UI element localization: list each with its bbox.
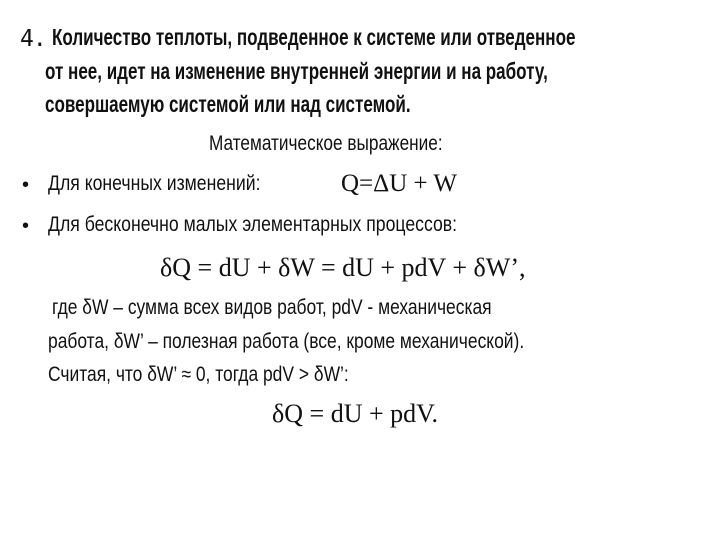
paragraph-4-line-3: совершаемую системой или над системой. <box>45 91 411 117</box>
paragraph-4-line-1: Количество теплоты, подведенное к системе или отведенное <box>52 24 576 50</box>
paragraph-number: 4. <box>20 26 46 52</box>
math-expression-heading: Математическое выражение: <box>209 132 443 155</box>
formula-infinitesimal: δQ = dU + δW = dU + pdV + δW’, <box>160 253 526 282</box>
explanation-line-1: где δW – сумма всех видов работ, pdV - механическая <box>52 296 492 319</box>
explanation-line-3: Считая, что δW’ ≈ 0, тогда pdV > δW’: <box>48 363 349 386</box>
paragraph-4-line-2: от нее, идет на изменение внутренней энергии и на работу, <box>45 58 548 84</box>
explanation-line-2: работа, δW’ – полезная работа (все, кроме механической). <box>48 330 525 353</box>
bullet-marker: • <box>22 215 30 237</box>
bullet-finite-changes-text: Для конечных изменений: <box>48 172 261 195</box>
formula-final: δQ = dU + pdV. <box>272 399 439 428</box>
formula-finite-changes: Q=ΔU + W <box>341 170 458 197</box>
bullet-infinitesimal-text: Для бесконечно малых элементарных процессов: <box>48 213 458 236</box>
bullet-marker: • <box>22 174 30 196</box>
